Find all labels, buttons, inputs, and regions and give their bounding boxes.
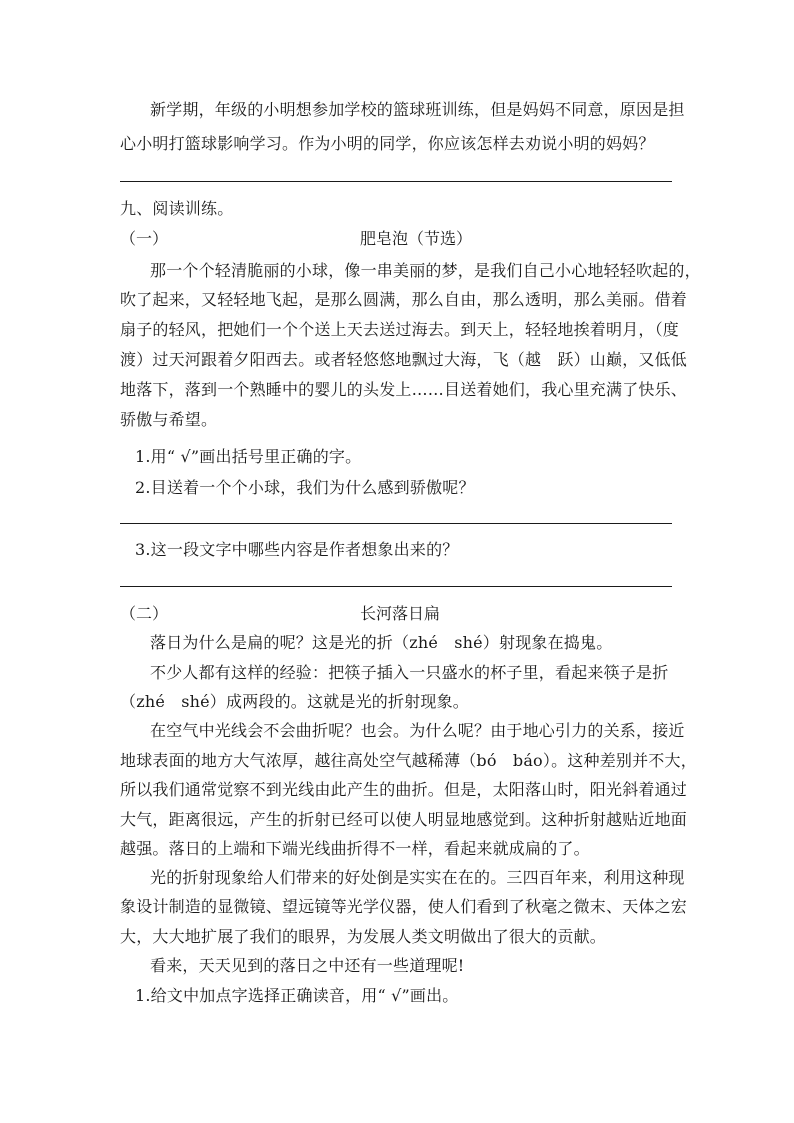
answer-line[interactable]: [120, 181, 672, 182]
passage-2-line: 落日为什么是扁的呢？这是光的折（zhé shé）射现象在捣鬼。: [150, 633, 613, 652]
passage-1-line: 骄傲与希望。: [120, 410, 218, 429]
passage-1-line: 那一个个轻清脆丽的小球，像一串美丽的梦，是我们自己小心地轻轻吹起的，: [150, 261, 701, 280]
passage-2-line: 越强。落日的上端和下端光线曲折得不一样，看起来就成扁的了。: [120, 839, 590, 858]
passage-1-line: 地落下，落到一个熟睡中的婴儿的头发上……目送着她们，我心里充满了快乐、: [120, 380, 688, 399]
section-heading: 九、阅读训练。: [120, 199, 234, 218]
part-1-tag: （一）: [120, 229, 169, 248]
answer-line[interactable]: [120, 586, 672, 587]
part-2-tag: （二）: [120, 604, 169, 623]
question-2: 2.目送着一个个小球，我们为什么感到骄傲呢？: [135, 478, 475, 497]
passage-2-line: 不少人都有这样的经验：把筷子插入一只盛水的杯子里，看起来筷子是折: [150, 663, 669, 682]
passage-2-line: 在空气中光线会不会曲折呢？也会。为什么呢？由于地心引力的关系，接近: [150, 721, 685, 740]
question-1: 1.用“ √”画出括号里正确的字。: [135, 447, 362, 466]
passage-2-line: 地球表面的地方大气浓厚，越往高处空气越稀薄（bó báo）。这种差别并不大，: [120, 751, 697, 770]
intro-line-1: 新学期，年级的小明想参加学校的篮球班训练，但是妈妈不同意，原因是担: [150, 100, 685, 119]
passage-2-line: 大气，距离很远，产生的折射已经可以使人明显地感觉到。这种折射越贴近地面: [120, 810, 688, 829]
question-3: 3.这一段文字中哪些内容是作者想象出来的？: [135, 540, 459, 559]
passage-1-line: 渡）过天河跟着夕阳西去。或者轻悠悠地飘过大海，飞（越 跃）山巅，又低低: [120, 350, 688, 369]
answer-line[interactable]: [120, 523, 672, 524]
passage-2-line: 象设计制造的显微镜、望远镜等光学仪器，使人们看到了秋毫之微末、天体之宏: [120, 897, 688, 916]
passage-2-line: （zhé shé）成两段的。这就是光的折射现象。: [120, 692, 469, 711]
passage-1-line: 扇子的轻风，把她们一个个送上天去送过海去。到天上，轻轻地挨着明月，（度: [120, 320, 680, 339]
part-2-title: 长河落日扁: [360, 604, 441, 623]
passage-2-line: 所以我们通常觉察不到光线由此产生的曲折。但是，太阳落山时，阳光斜着通过: [120, 780, 688, 799]
passage-2-line: 光的折射现象给人们带来的好处倒是实实在在的。三四百年来，利用这种现: [150, 868, 685, 887]
passage-1-line: 吹了起来，又轻轻地飞起，是那么圆满，那么自由，那么透明，那么美丽。借着: [120, 290, 688, 309]
passage-2-line: 看来，天天见到的落日之中还有一些道理呢!: [150, 956, 465, 975]
intro-line-2: 心小明打篮球影响学习。作为小明的同学，你应该怎样去劝说小明的妈妈？: [120, 134, 655, 153]
passage-2-line: 大，大大地扩展了我们的眼界，为发展人类文明做出了很大的贡献。: [120, 927, 607, 946]
question-2-1: 1.给文中加点字选择正确读音，用“ √”画出。: [135, 986, 459, 1005]
part-1-title: 肥皂泡（节选）: [360, 229, 473, 248]
